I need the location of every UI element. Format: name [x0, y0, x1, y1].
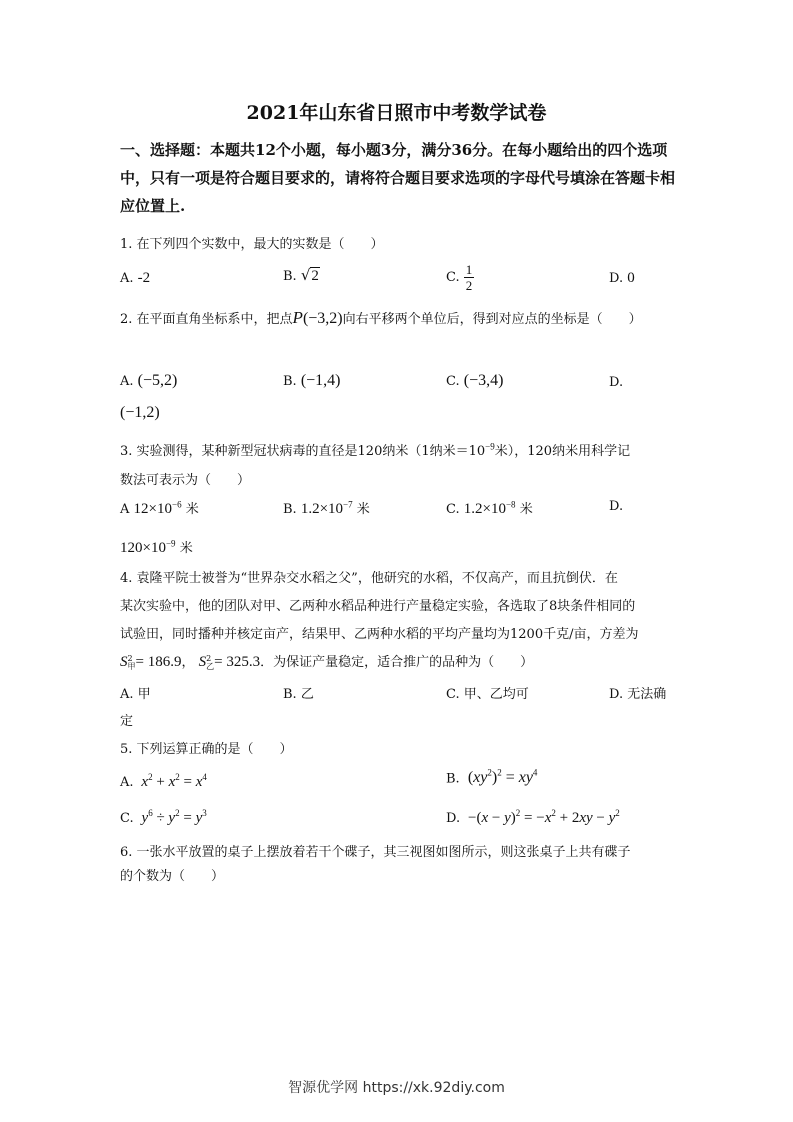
q3-stem-line1	[120, 440, 630, 459]
q4-line4-tail: ．为保证产量稳定，适合推广的品种为（ ）	[260, 655, 534, 670]
q4-line3: 试验田，同时播种并核定亩产，结果甲、乙两种水稻的平均产量均为1200千克/亩，方差为	[120, 627, 639, 642]
option-base: 12×10	[133, 501, 172, 517]
fraction	[464, 262, 475, 293]
variance-value-yi: = 325.3	[214, 654, 261, 670]
q1-option-b	[283, 266, 320, 285]
sqrt-radicand: 2	[311, 268, 319, 284]
q6-line1: 6. 一张水平放置的桌子上摆放着若干个碟子，其三视图如图所示，则这张桌子上共有碟子	[120, 845, 631, 860]
q3-option-d-value	[120, 537, 193, 557]
q3-option-c	[446, 498, 533, 518]
q4-option-c: C. 甲、乙均可	[446, 687, 529, 702]
option-label: C.	[446, 270, 460, 285]
q5-option-b	[446, 768, 537, 787]
q2-option-c	[446, 372, 503, 390]
exponent: −9	[485, 441, 495, 452]
q1-option-a	[120, 270, 150, 287]
q5-option-d	[446, 808, 620, 827]
q3-option-b	[283, 498, 370, 518]
q4-line4: S 2 甲 = 186.9， S 2 乙 = 325.3．为保证产量稳定，适合推广的品种为（ ）	[120, 653, 534, 671]
section-heading: 一、选择题：本题共12个小题，每小题3分，满分36分。在每小题给出的四个选项中，只有一项是符合题目要求的，请将符合题目要求选项的字母代号填涂在答题卡相应位置上.	[120, 141, 676, 215]
option-label: D.	[446, 811, 461, 826]
q4-line2: 某次实验中，他的团队对甲、乙两种水稻品种进行产量稳定实验，各选取了8块条件相同的	[120, 599, 636, 614]
q4-option-d-continued: 定	[120, 714, 134, 729]
q4-line1: 4. 袁隆平院士被誉为“世界杂交水稻之父”，他研究的水稻，不仅高产，而且抗倒伏．在	[120, 571, 618, 586]
variance-value-jia: = 186.9	[135, 654, 182, 670]
option-label: C.	[120, 811, 134, 826]
q5-option-a	[120, 772, 207, 791]
option-value: -2	[137, 270, 151, 286]
q1-stem: 1. 在下列四个实数中，最大的实数是（ ）	[120, 237, 384, 252]
option-expression: $-(x - y)^2 = -x^2 + 2xy - y^2$	[464, 808, 620, 826]
option-expression: $(xy^2)^2 = xy^4$	[463, 768, 538, 787]
option-value: 0	[627, 270, 635, 286]
q4-option-d: D. 无法确	[609, 687, 667, 702]
option-exponent: −6	[172, 499, 182, 510]
option-label: A.	[120, 374, 134, 389]
point-name: P	[292, 308, 303, 327]
variance-symbol-jia: S	[120, 654, 128, 670]
option-unit: 米	[519, 502, 533, 517]
q4-option-b: B. 乙	[283, 687, 314, 702]
option-exponent: −7	[343, 499, 353, 510]
option-value: (−5,2)	[137, 372, 178, 389]
q1-option-c	[446, 262, 474, 293]
option-base: 120×10	[120, 540, 166, 556]
option-base: 1.2×10	[300, 501, 344, 517]
footer-watermark: 智源优学网 https://xk.92diy.com	[288, 1080, 505, 1096]
option-unit: 米	[356, 502, 370, 517]
option-label: B.	[283, 374, 297, 389]
q5-option-c	[120, 808, 207, 827]
q3-stem-part2: 米），120纳米用科学记	[494, 444, 631, 459]
variance-sup: 2	[127, 653, 133, 663]
q2-option-a	[120, 372, 177, 390]
option-label: A.	[120, 775, 134, 790]
option-base: 1.2×10	[463, 501, 506, 517]
option-label: A	[120, 502, 130, 517]
option-label: A.	[120, 271, 134, 286]
option-label: B.	[446, 771, 460, 787]
q2-option-b	[283, 372, 341, 390]
option-label: C.	[446, 374, 460, 389]
q2-option-d-label: D.	[609, 375, 624, 390]
q5-stem: 5. 下列运算正确的是（ ）	[120, 742, 293, 757]
variance-sup: 2	[206, 653, 212, 663]
option-label: B.	[283, 269, 297, 284]
point-coords: (−3,2)	[302, 310, 343, 327]
q3-stem-line2: 数法可表示为（ ）	[120, 473, 251, 488]
variance-sub-yi: 乙	[206, 661, 215, 671]
option-exponent: −9	[165, 538, 176, 549]
q2-option-d-value: (−1,2)	[120, 404, 160, 421]
q4-option-a: A. 甲	[120, 687, 151, 702]
sqrt-symbol: √2	[300, 266, 319, 284]
option-exponent: −8	[505, 499, 516, 510]
option-expression: $x^2 + x^2 = x^4$	[141, 772, 207, 790]
variance-indices-yi	[206, 655, 214, 671]
variance-indices-jia	[128, 655, 136, 671]
fraction-denominator: 2	[465, 278, 473, 293]
option-expression: $y^6 \div y^2 = y^3$	[141, 808, 207, 826]
q2-stem-part2: 向右平移两个单位后，得到对应点的坐标是（ ）	[342, 312, 642, 327]
option-unit: 米	[185, 502, 199, 517]
fraction-numerator: 1	[465, 262, 473, 277]
q3-stem-part1: 3. 实验测得，某种新型冠状病毒的直径是120纳米（1纳米＝10	[120, 444, 486, 459]
q3-option-a	[120, 498, 199, 518]
option-label: D.	[609, 271, 624, 286]
option-label: B.	[283, 502, 297, 517]
variance-symbol-yi: S	[198, 654, 207, 670]
q3-option-d-label: D.	[609, 499, 624, 514]
q6-line2: 的个数为（ ）	[120, 869, 225, 884]
option-value: (−3,4)	[463, 372, 504, 389]
q2-stem	[120, 308, 642, 328]
exam-title: 2021年山东省日照市中考数学试卷	[246, 102, 547, 124]
variance-sub-jia: 甲	[127, 661, 136, 671]
option-value: (−1,4)	[300, 372, 341, 389]
q1-option-d	[609, 270, 635, 287]
option-label: C.	[446, 502, 460, 517]
q2-stem-part1: 2. 在平面直角坐标系中，把点	[120, 312, 293, 327]
option-unit: 米	[179, 541, 193, 556]
